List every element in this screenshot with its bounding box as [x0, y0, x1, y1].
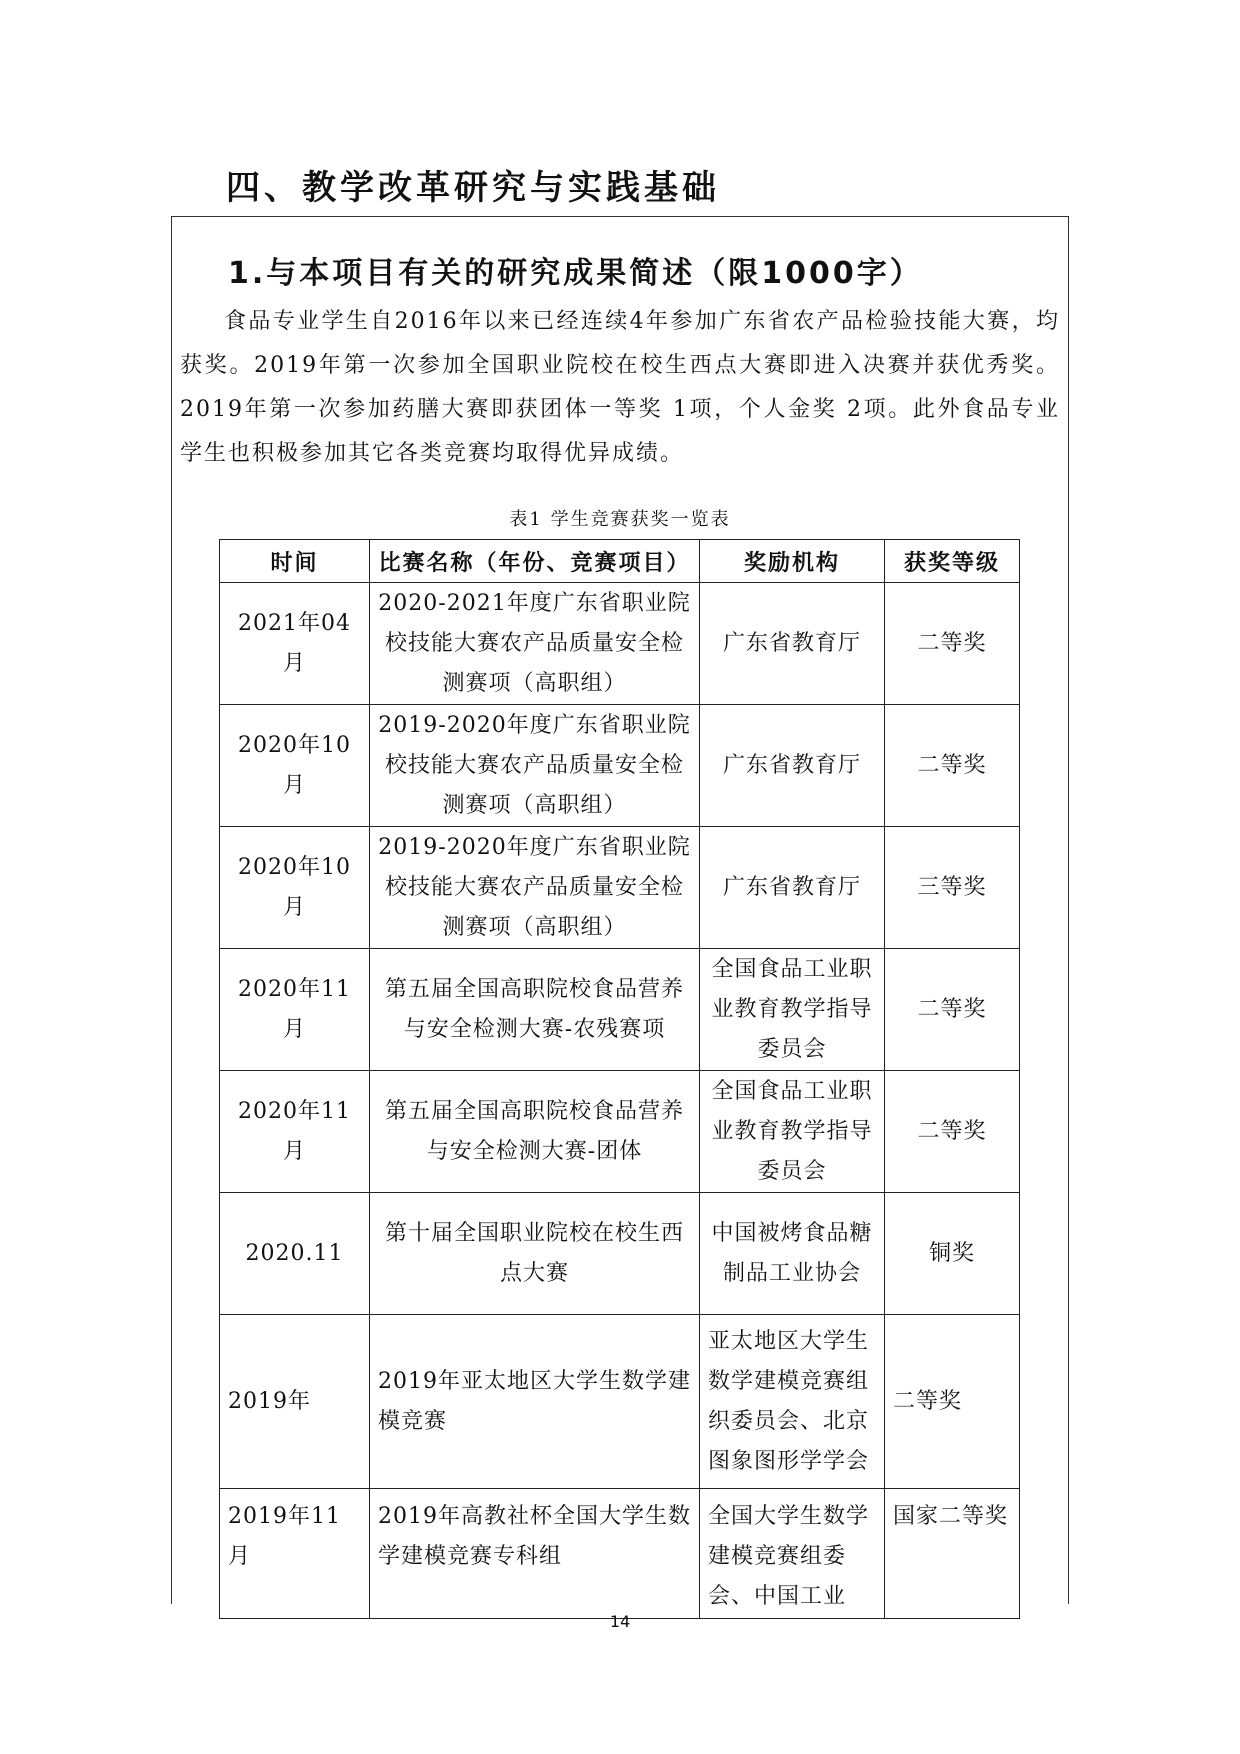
cell-name: 2019-2020年度广东省职业院校技能大赛农产品质量安全检测赛项（高职组）: [370, 705, 700, 827]
cell-time: 2020年10月: [220, 705, 370, 827]
cell-level: 二等奖: [885, 705, 1020, 827]
header-time: 时间: [220, 540, 370, 583]
header-competition-name: 比赛名称（年份、竞赛项目）: [370, 540, 700, 583]
cell-org: 全国大学生数学建模竞赛组委会、中国工业: [700, 1489, 885, 1619]
table-row: [220, 949, 1020, 1071]
page-number: 14: [609, 1612, 631, 1631]
cell-level: 三等奖: [885, 827, 1020, 949]
header-award-org: 奖励机构: [700, 540, 885, 583]
table-row: [220, 705, 1020, 827]
cell-name: 第五届全国高职院校食品营养与安全检测大赛-团体: [370, 1071, 700, 1193]
table-row: [220, 1315, 1020, 1489]
cell-time: 2020年11月: [220, 1071, 370, 1193]
cell-org: 全国食品工业职业教育教学指导委员会: [700, 1071, 885, 1193]
subsection-title: 1.与本项目有关的研究成果简述（限1000字）: [228, 256, 923, 291]
cell-level: 二等奖: [885, 949, 1020, 1071]
awards-table: [219, 539, 1020, 1619]
table-row: [220, 583, 1020, 705]
cell-org: 广东省教育厅: [700, 583, 885, 705]
cell-time: 2020.11: [220, 1193, 370, 1315]
cell-level: 铜奖: [885, 1193, 1020, 1315]
cell-time: 2020年11月: [220, 949, 370, 1071]
table-row: [220, 1489, 1020, 1619]
cell-name: 第十届全国职业院校在校生西点大赛: [370, 1193, 700, 1315]
cell-org: 广东省教育厅: [700, 827, 885, 949]
cell-name: 第五届全国高职院校食品营养与安全检测大赛-农残赛项: [370, 949, 700, 1071]
table-row: [220, 1193, 1020, 1315]
cell-name: 2019-2020年度广东省职业院校技能大赛农产品质量安全检测赛项（高职组）: [370, 827, 700, 949]
cell-time: 2019年11月: [220, 1489, 370, 1619]
cell-name: 2019年亚太地区大学生数学建模竞赛: [370, 1315, 700, 1489]
cell-org: 全国食品工业职业教育教学指导委员会: [700, 949, 885, 1071]
cell-level: 二等奖: [885, 1315, 1020, 1489]
summary-paragraph: 食品专业学生自2016年以来已经连续4年参加广东省农产品检验技能大赛，均获奖。2019年第一次参加全国职业院校在校生西点大赛即进入决赛并获优秀奖。2019年第一次参加药膳大赛即获团体一等奖 1项，个人金奖 2项。此外食品专业学生也积极参加其它各类竞赛均取得优异成绩。: [180, 309, 1060, 466]
table-caption: 表1 学生竞赛获奖一览表: [509, 509, 731, 530]
cell-time: 2021年04月: [220, 583, 370, 705]
cell-level: 二等奖: [885, 1071, 1020, 1193]
cell-name: 2020-2021年度广东省职业院校技能大赛农产品质量安全检测赛项（高职组）: [370, 583, 700, 705]
section-title: 四、教学改革研究与实践基础: [226, 168, 720, 208]
cell-name: 2019年高教社杯全国大学生数学建模竞赛专科组: [370, 1489, 700, 1619]
table-header-row: [220, 540, 1020, 583]
cell-org: 广东省教育厅: [700, 705, 885, 827]
cell-level: 国家二等奖: [885, 1489, 1020, 1619]
cell-org: 亚太地区大学生数学建模竞赛组织委员会、北京图象图形学学会: [700, 1315, 885, 1489]
cell-time: 2020年10月: [220, 827, 370, 949]
table-row: [220, 827, 1020, 949]
cell-org: 中国被烤食品糖制品工业协会: [700, 1193, 885, 1315]
header-award-level: 获奖等级: [885, 540, 1020, 583]
table-row: [220, 1071, 1020, 1193]
cell-time: 2019年: [220, 1315, 370, 1489]
cell-level: 二等奖: [885, 583, 1020, 705]
